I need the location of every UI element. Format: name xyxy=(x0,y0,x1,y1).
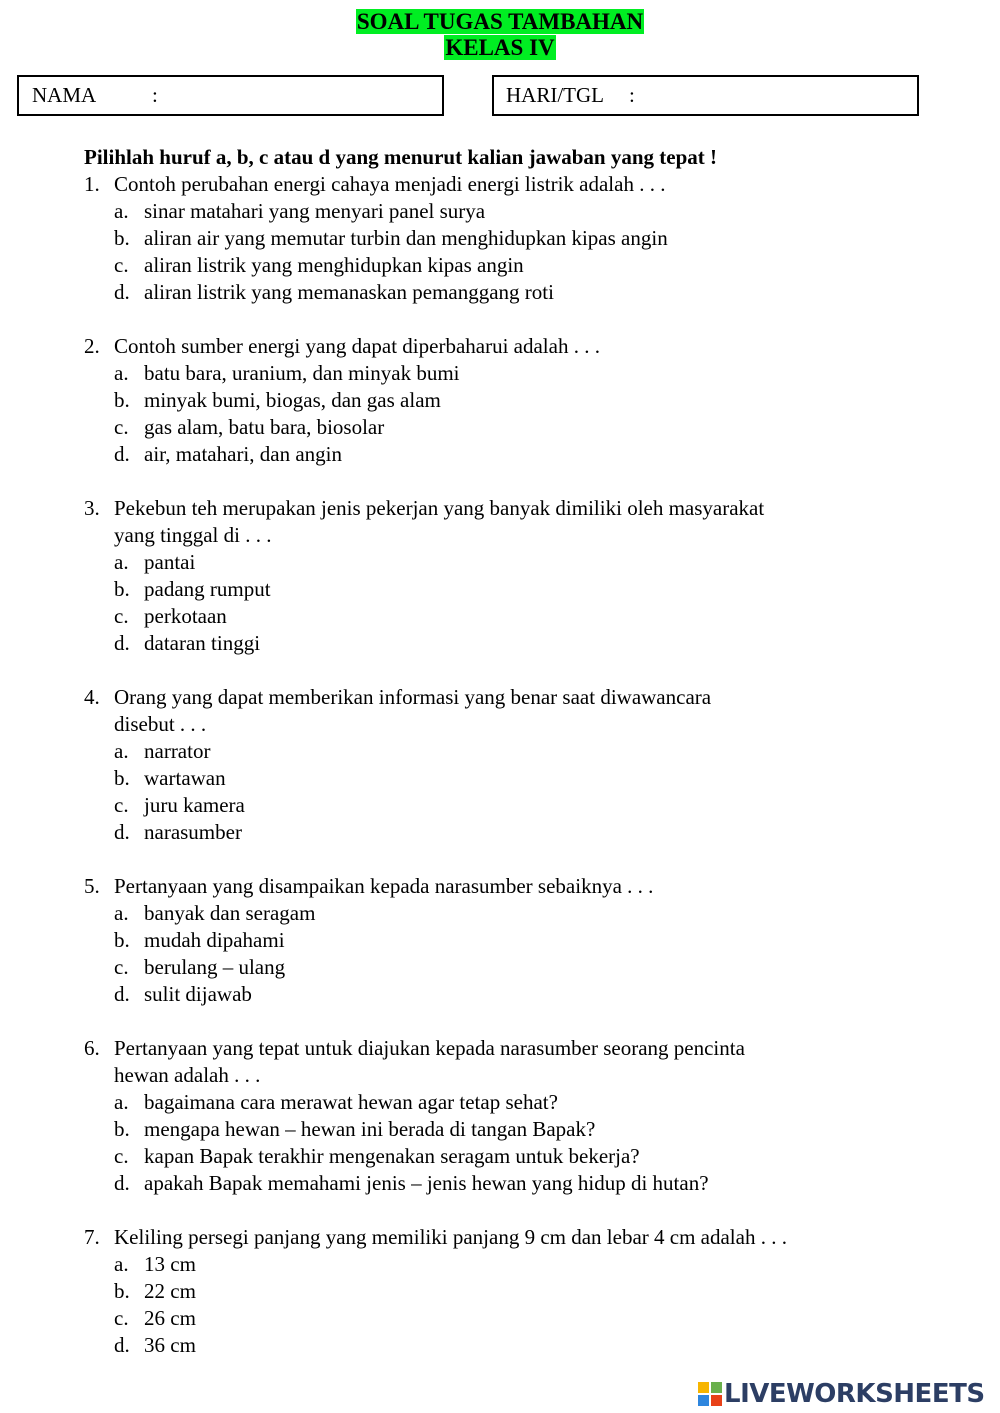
liveworksheets-watermark xyxy=(698,1378,985,1410)
option-letter: b. xyxy=(114,388,130,412)
name-field-label: NAMA xyxy=(32,83,97,107)
question-number: 4. xyxy=(84,685,100,709)
option-c[interactable] xyxy=(84,603,904,630)
question-5 xyxy=(84,873,904,1008)
option-letter: d. xyxy=(114,982,130,1006)
option-c[interactable] xyxy=(84,792,904,819)
question-stem xyxy=(84,495,904,522)
option-text: kapan Bapak terakhir mengenakan seragam untuk bekerja? xyxy=(144,1144,640,1168)
option-text: 36 cm xyxy=(144,1333,196,1357)
option-text: pantai xyxy=(144,550,196,574)
question-stem xyxy=(84,1035,904,1062)
option-letter: c. xyxy=(114,604,129,628)
question-stem xyxy=(84,333,904,360)
question-text: Orang yang dapat memberikan informasi yang benar saat diwawancara xyxy=(114,685,712,709)
option-c[interactable] xyxy=(84,1143,904,1170)
worksheet-title-text: SOAL TUGAS TAMBAHAN xyxy=(356,9,644,34)
question-number: 3. xyxy=(84,496,100,520)
option-text: air, matahari, dan angin xyxy=(144,442,342,466)
option-b[interactable] xyxy=(84,576,904,603)
option-text: mudah dipahami xyxy=(144,928,285,952)
option-c[interactable] xyxy=(84,1305,904,1332)
option-a[interactable] xyxy=(84,738,904,765)
question-stem-continued xyxy=(84,522,904,549)
question-number: 5. xyxy=(84,874,100,898)
question-text: yang tinggal di . . . xyxy=(114,523,272,547)
option-text: narrator xyxy=(144,739,211,763)
option-text: apakah Bapak memahami jenis – jenis hewan yang hidup di hutan? xyxy=(144,1171,709,1195)
option-text: sulit dijawab xyxy=(144,982,252,1006)
option-d[interactable] xyxy=(84,441,904,468)
option-text: 13 cm xyxy=(144,1252,196,1276)
question-text: disebut . . . xyxy=(114,712,207,736)
option-a[interactable] xyxy=(84,198,904,225)
question-stem xyxy=(84,873,904,900)
option-letter: c. xyxy=(114,1144,129,1168)
option-text: narasumber xyxy=(144,820,242,844)
option-d[interactable] xyxy=(84,630,904,657)
option-text: aliran listrik yang menghidupkan kipas angin xyxy=(144,253,524,277)
option-text: perkotaan xyxy=(144,604,227,628)
question-4 xyxy=(84,684,904,846)
option-b[interactable] xyxy=(84,225,904,252)
option-letter: b. xyxy=(114,928,130,952)
option-letter: d. xyxy=(114,1333,130,1357)
option-letter: a. xyxy=(114,199,129,223)
option-letter: a. xyxy=(114,739,129,763)
date-field[interactable] xyxy=(492,75,919,116)
option-letter: b. xyxy=(114,766,130,790)
option-letter: d. xyxy=(114,280,130,304)
question-number: 7. xyxy=(84,1225,100,1249)
option-a[interactable] xyxy=(84,900,904,927)
question-6 xyxy=(84,1035,904,1197)
option-d[interactable] xyxy=(84,1170,904,1197)
class-title-text: KELAS IV xyxy=(445,35,555,60)
class-title xyxy=(0,35,1000,61)
question-text: Pertanyaan yang tepat untuk diajukan kepada narasumber seorang pencinta xyxy=(114,1036,745,1060)
option-text: banyak dan seragam xyxy=(144,901,316,925)
option-text: batu bara, uranium, dan minyak bumi xyxy=(144,361,460,385)
option-text: aliran listrik yang memanaskan pemanggang roti xyxy=(144,280,554,304)
question-number: 6. xyxy=(84,1036,100,1060)
question-1 xyxy=(84,171,904,306)
question-stem-continued xyxy=(84,1062,904,1089)
question-text: Pekebun teh merupakan jenis pekerjan yang banyak dimiliki oleh masyarakat xyxy=(114,496,765,520)
option-letter: c. xyxy=(114,253,129,277)
option-d[interactable] xyxy=(84,819,904,846)
option-letter: d. xyxy=(114,631,130,655)
option-letter: d. xyxy=(114,442,130,466)
option-letter: c. xyxy=(114,415,129,439)
option-c[interactable] xyxy=(84,414,904,441)
option-text: berulang – ulang xyxy=(144,955,286,979)
option-b[interactable] xyxy=(84,927,904,954)
option-letter: b. xyxy=(114,1279,130,1303)
date-field-label: HARI/TGL xyxy=(506,83,604,107)
option-text: minyak bumi, biogas, dan gas alam xyxy=(144,388,441,412)
name-field[interactable] xyxy=(17,75,444,116)
option-d[interactable] xyxy=(84,1332,904,1359)
question-text: Pertanyaan yang disampaikan kepada narasumber sebaiknya . . . xyxy=(114,874,654,898)
question-stem-continued xyxy=(84,711,904,738)
option-text: gas alam, batu bara, biosolar xyxy=(144,415,385,439)
option-a[interactable] xyxy=(84,1251,904,1278)
option-letter: c. xyxy=(114,955,129,979)
option-text: bagaimana cara merawat hewan agar tetap sehat? xyxy=(144,1090,558,1114)
option-b[interactable] xyxy=(84,1278,904,1305)
option-c[interactable] xyxy=(84,954,904,981)
option-letter: a. xyxy=(114,361,129,385)
instruction: Pilihlah huruf a, b, c atau d yang menurut kalian jawaban yang tepat ! xyxy=(84,145,718,169)
liveworksheets-logo-icon xyxy=(698,1382,722,1406)
option-text: padang rumput xyxy=(144,577,271,601)
date-field-colon: : xyxy=(629,83,635,107)
option-text: juru kamera xyxy=(144,793,245,817)
option-letter: d. xyxy=(114,820,130,844)
name-field-colon: : xyxy=(152,83,158,107)
option-text: wartawan xyxy=(144,766,226,790)
option-letter: c. xyxy=(114,1306,129,1330)
question-text: hewan adalah . . . xyxy=(114,1063,261,1087)
option-a[interactable] xyxy=(84,549,904,576)
option-letter: b. xyxy=(114,226,130,250)
option-d[interactable] xyxy=(84,981,904,1008)
question-text: Keliling persegi panjang yang memiliki panjang 9 cm dan lebar 4 cm adalah . . . xyxy=(114,1225,787,1249)
question-3 xyxy=(84,495,904,657)
worksheet-title xyxy=(0,9,1000,35)
option-text: 22 cm xyxy=(144,1279,196,1303)
option-text: mengapa hewan – hewan ini berada di tangan Bapak? xyxy=(144,1117,596,1141)
question-stem xyxy=(84,684,904,711)
option-a[interactable] xyxy=(84,360,904,387)
option-letter: d. xyxy=(114,1171,130,1195)
option-letter: c. xyxy=(114,793,129,817)
question-number: 1. xyxy=(84,172,100,196)
option-b[interactable] xyxy=(84,765,904,792)
question-number: 2. xyxy=(84,334,100,358)
option-text: 26 cm xyxy=(144,1306,196,1330)
option-d[interactable] xyxy=(84,279,904,306)
question-7 xyxy=(84,1224,904,1359)
option-letter: a. xyxy=(114,1252,129,1276)
option-a[interactable] xyxy=(84,1089,904,1116)
option-letter: a. xyxy=(114,901,129,925)
option-text: dataran tinggi xyxy=(144,631,261,655)
question-2 xyxy=(84,333,904,468)
question-text: Contoh perubahan energi cahaya menjadi energi listrik adalah . . . xyxy=(114,172,666,196)
watermark-text: LIVEWORKSHEETS xyxy=(724,1379,985,1409)
option-letter: b. xyxy=(114,577,130,601)
option-b[interactable] xyxy=(84,387,904,414)
question-stem xyxy=(84,1224,904,1251)
option-letter: b. xyxy=(114,1117,130,1141)
question-stem xyxy=(84,171,904,198)
option-text: sinar matahari yang menyari panel surya xyxy=(144,199,486,223)
option-letter: a. xyxy=(114,1090,129,1114)
option-text: aliran air yang memutar turbin dan menghidupkan kipas angin xyxy=(144,226,668,250)
option-letter: a. xyxy=(114,550,129,574)
option-c[interactable] xyxy=(84,252,904,279)
question-text: Contoh sumber energi yang dapat diperbaharui adalah . . . xyxy=(114,334,600,358)
option-b[interactable] xyxy=(84,1116,904,1143)
